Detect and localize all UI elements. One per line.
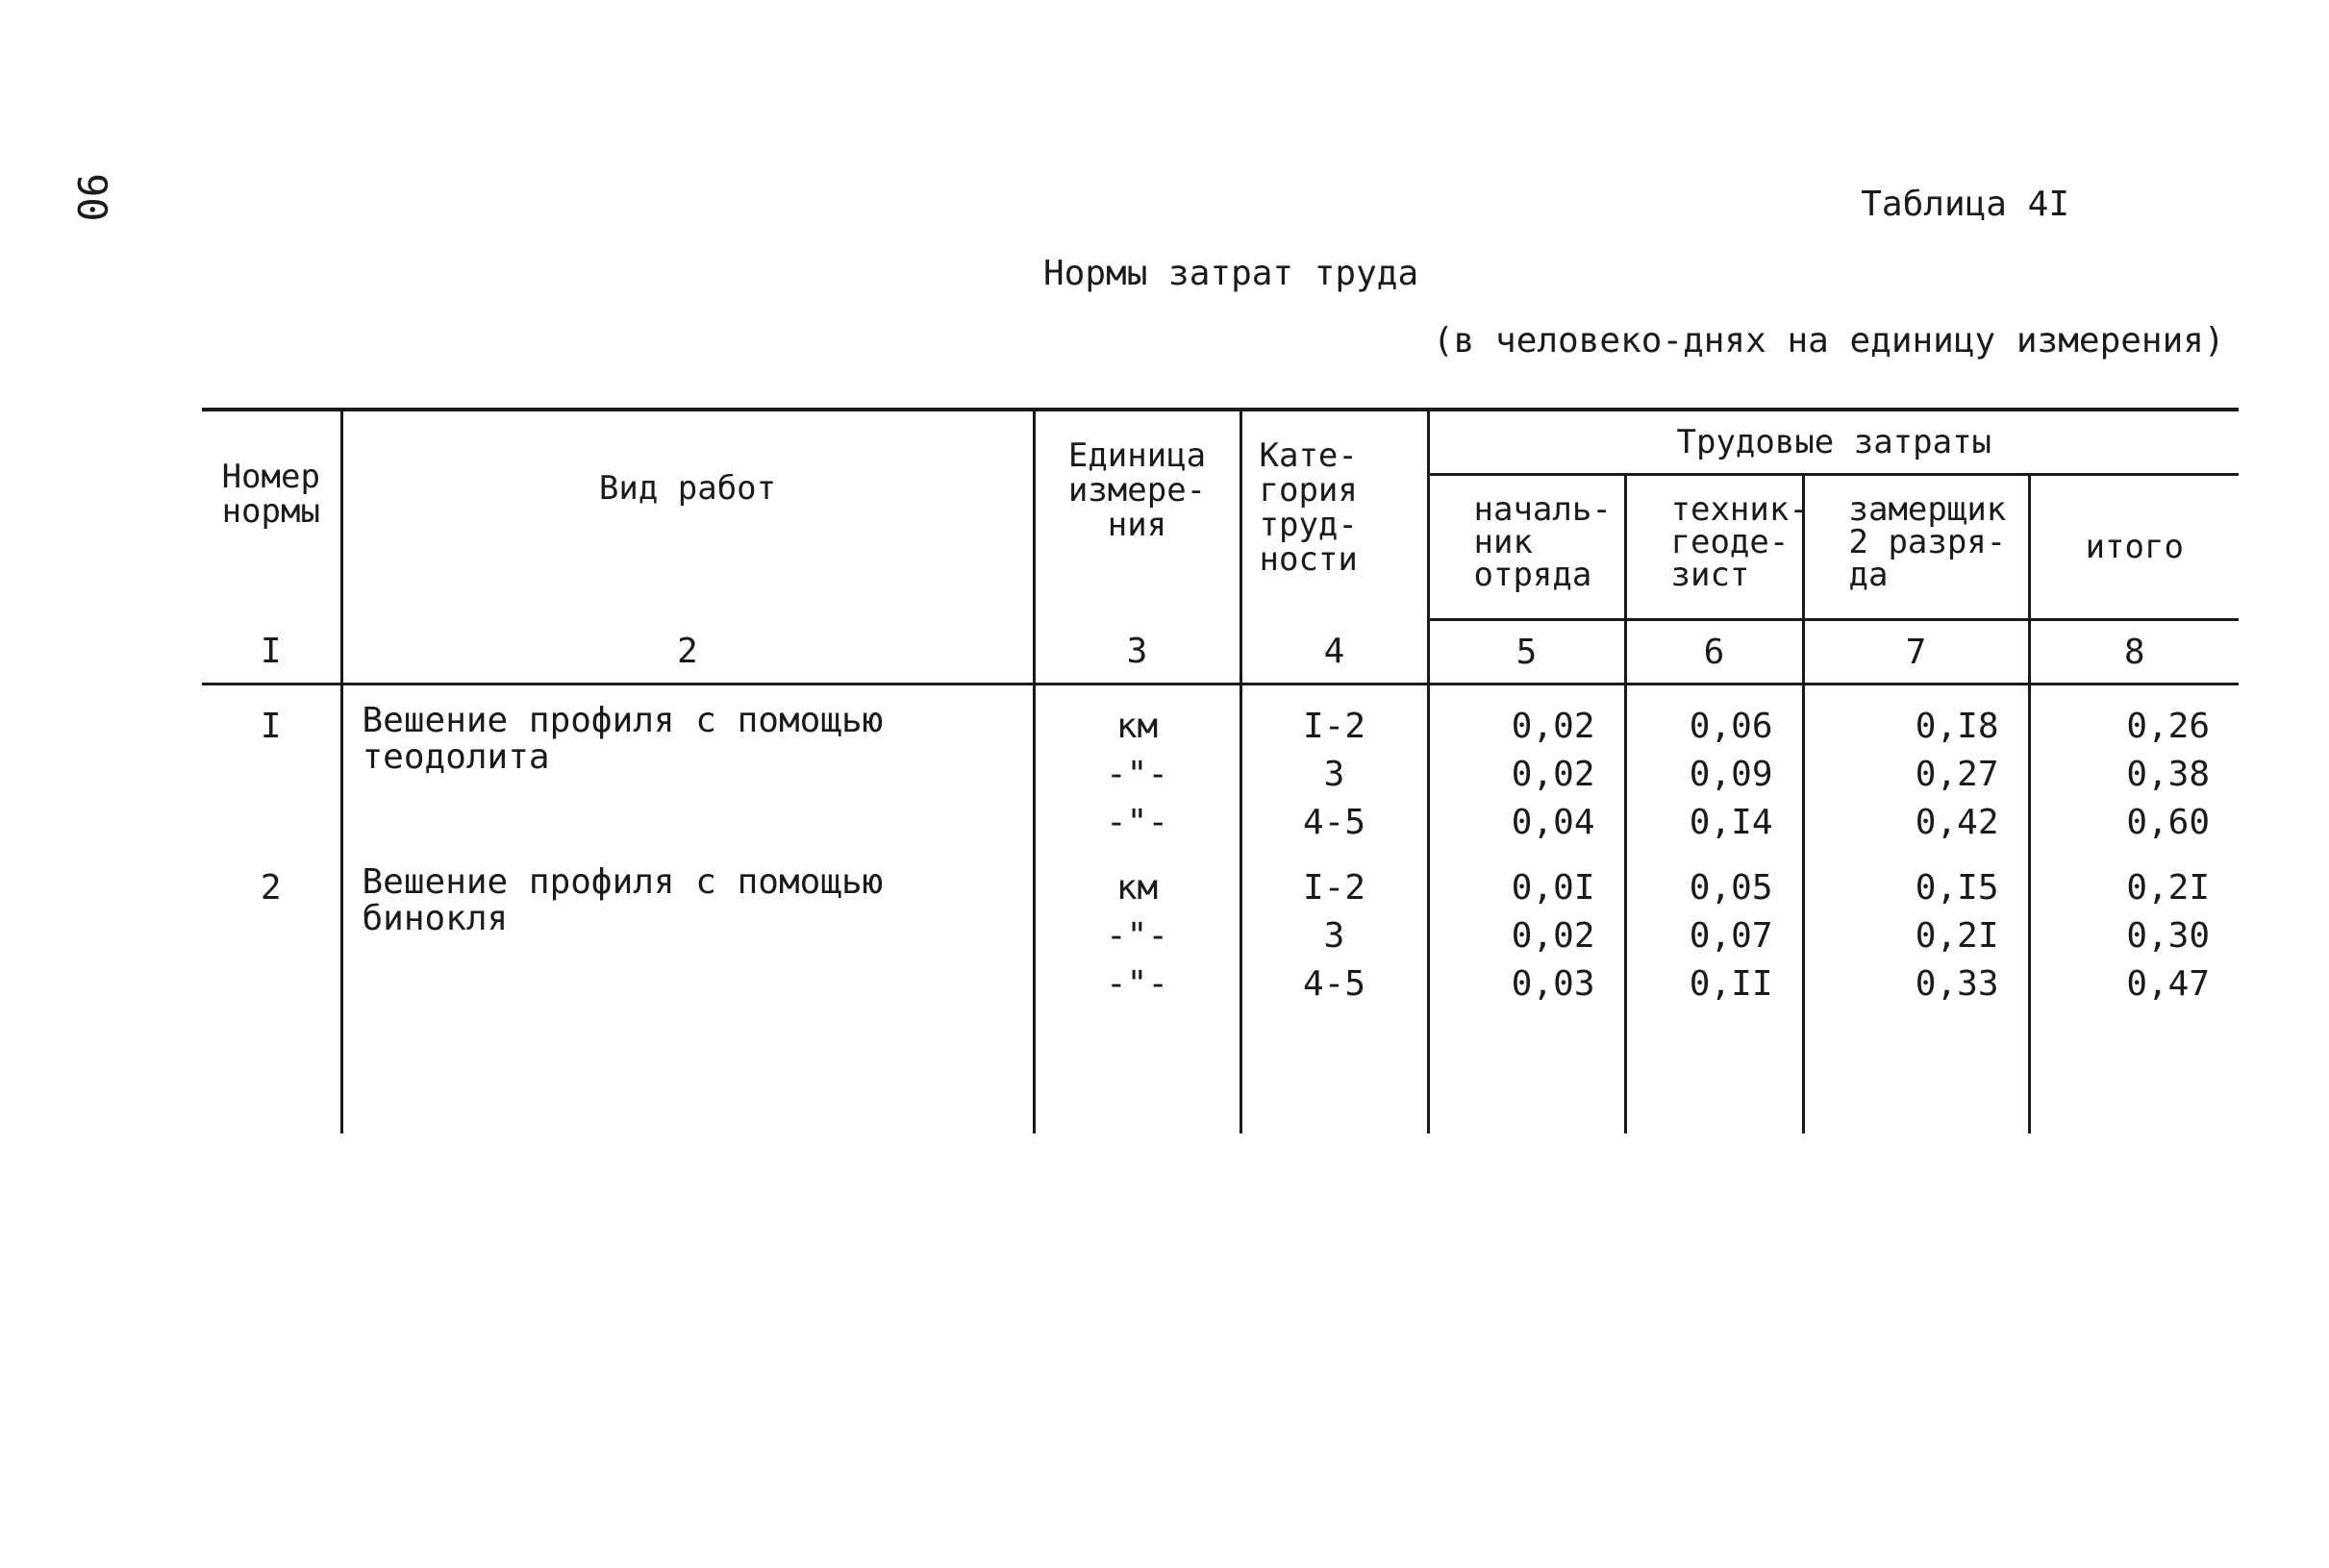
document-subtitle: (в человеко-днях на единицу измерения) <box>1433 321 2225 361</box>
total-cell: 0,26 0,38 0,60 <box>2029 684 2239 848</box>
header-norm-number: Номер нормы <box>202 410 341 620</box>
norm-number: I <box>202 684 341 848</box>
measurer-cell: 0,I8 0,27 0,42 <box>1803 684 2029 848</box>
header-work-type: Вид работ <box>341 410 1034 620</box>
header-technician: техник- геоде- зист <box>1625 475 1803 620</box>
table-row <box>202 847 2239 1008</box>
labor-norms-table <box>202 408 2239 1133</box>
header-category: Кате- гория труд- ности <box>1240 410 1428 620</box>
column-index: 8 <box>2029 620 2239 684</box>
header-labor-costs: Трудовые затраты <box>1428 410 2239 475</box>
page-number: 90 <box>68 173 115 222</box>
column-index: 7 <box>1803 620 2029 684</box>
work-description: Вешение профиля с помощью бинокля <box>341 847 1034 1008</box>
column-index: 5 <box>1428 620 1625 684</box>
unit-cell: км -"- -"- <box>1034 684 1240 848</box>
header-total: итого <box>2029 475 2239 620</box>
table-empty-space <box>202 1008 2239 1133</box>
column-index: 2 <box>341 620 1034 684</box>
technician-cell: 0,05 0,07 0,II <box>1625 847 1803 1008</box>
table-label: Таблица 4I <box>1861 185 2069 224</box>
chief-cell: 0,02 0,02 0,04 <box>1428 684 1625 848</box>
category-cell: I-2 3 4-5 <box>1240 847 1428 1008</box>
norm-number: 2 <box>202 847 341 1008</box>
column-index-row <box>202 620 2239 684</box>
column-index: 6 <box>1625 620 1803 684</box>
total-cell: 0,2I 0,30 0,47 <box>2029 847 2239 1008</box>
work-description: Вешение профиля с помощью теодолита <box>341 684 1034 848</box>
column-index: 3 <box>1034 620 1240 684</box>
header-measurer: замерщик 2 разря- да <box>1803 475 2029 620</box>
header-unit: Единица измере- ния <box>1034 410 1240 620</box>
column-index: I <box>202 620 341 684</box>
table-row <box>202 684 2239 848</box>
column-index: 4 <box>1240 620 1428 684</box>
technician-cell: 0,06 0,09 0,I4 <box>1625 684 1803 848</box>
header-chief: началь- ник отряда <box>1428 475 1625 620</box>
measurer-cell: 0,I5 0,2I 0,33 <box>1803 847 2029 1008</box>
unit-cell: км -"- -"- <box>1034 847 1240 1008</box>
document-title: Нормы затрат труда <box>1043 254 1419 293</box>
category-cell: I-2 3 4-5 <box>1240 684 1428 848</box>
chief-cell: 0,0I 0,02 0,03 <box>1428 847 1625 1008</box>
